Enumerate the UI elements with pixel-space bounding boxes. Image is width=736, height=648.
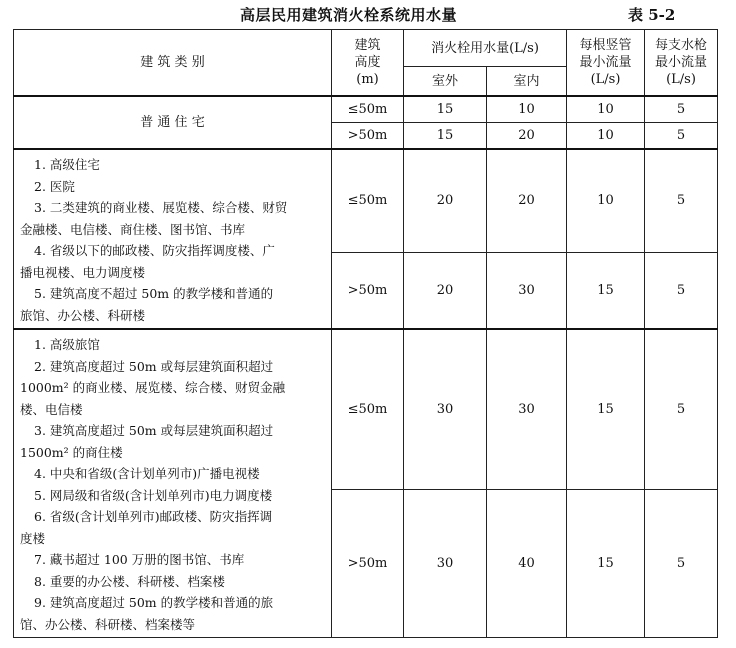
height-cell: ≤50m — [332, 149, 404, 253]
header-height: 建筑 高度 (m) — [332, 30, 404, 97]
height-cell: ≤50m — [332, 96, 404, 123]
riser-cell: 15 — [567, 490, 645, 638]
indoor-cell: 10 — [487, 96, 567, 123]
riser-cell: 10 — [567, 149, 645, 253]
nozzle-cell: 5 — [645, 490, 718, 638]
table-row — [14, 149, 718, 253]
height-cell: ≤50m — [332, 329, 404, 490]
nozzle-cell: 5 — [645, 96, 718, 123]
water-demand-table — [13, 29, 718, 638]
table-title: 高层民用建筑消火栓系统用水量 — [240, 6, 458, 24]
table-row — [14, 96, 718, 123]
nozzle-cell: 5 — [645, 149, 718, 253]
header-category: 建 筑 类 别 — [14, 30, 332, 97]
riser-cell: 15 — [567, 329, 645, 490]
outdoor-cell: 20 — [404, 253, 487, 329]
header-outdoor: 室外 — [404, 67, 487, 97]
header-riser: 每根竖管 最小流量 (L/s) — [567, 30, 645, 97]
indoor-cell: 20 — [487, 123, 567, 150]
header-indoor: 室内 — [487, 67, 567, 97]
riser-cell: 10 — [567, 123, 645, 150]
height-cell: >50m — [332, 490, 404, 638]
header-nozzle: 每支水枪 最小流量 (L/s) — [645, 30, 718, 97]
nozzle-cell: 5 — [645, 253, 718, 329]
outdoor-cell: 30 — [404, 490, 487, 638]
riser-cell: 10 — [567, 96, 645, 123]
nozzle-cell: 5 — [645, 123, 718, 150]
height-cell: >50m — [332, 123, 404, 150]
outdoor-cell: 30 — [404, 329, 487, 490]
indoor-cell: 20 — [487, 149, 567, 253]
indoor-cell: 40 — [487, 490, 567, 638]
indoor-cell: 30 — [487, 329, 567, 490]
riser-cell: 15 — [567, 253, 645, 329]
height-cell: >50m — [332, 253, 404, 329]
table-row — [14, 329, 718, 490]
outdoor-cell: 15 — [404, 96, 487, 123]
indoor-cell: 30 — [487, 253, 567, 329]
group1-category-list: 1. 高级住宅 2. 医院 3. 二类建筑的商业楼、展览楼、综合楼、财贸 金融楼、电信楼、商住楼、图书馆、书库 4. 省级以下的邮政楼、防灾指挥调度楼、广 播电视楼、电力调度楼 5. 建筑高度不超过 50m 的教学楼和普通的 旅馆、办公楼、科研楼 — [14, 149, 332, 329]
header-hydrant-total: 消火栓用水量(L/s) — [404, 30, 567, 67]
outdoor-cell: 20 — [404, 149, 487, 253]
outdoor-cell: 15 — [404, 123, 487, 150]
residential-label: 普 通 住 宅 — [14, 96, 332, 149]
nozzle-cell: 5 — [645, 329, 718, 490]
group2-category-list: 1. 高级旅馆 2. 建筑高度超过 50m 或每层建筑面积超过 1000m² 的商业楼、展览楼、综合楼、财贸金融 楼、电信楼 3. 建筑高度超过 50m 或每层建筑面积超过 1500m² 的商住楼 4. 中央和省级(含计划单列市)广播电视楼 5. 网局级和省级(含计划单列市)电力调度楼 6. 省级(含计划单列市)邮政楼、防灾指挥调 度楼 7. 藏书超过 100 万册的图书馆、书库 8. 重要的办公楼、科研楼、档案楼 9. 建筑高度超过 50m 的教学楼和普通的旅 馆、办公楼、科研楼、档案楼等 — [14, 329, 332, 638]
table-number: 表 5-2 — [628, 6, 676, 24]
